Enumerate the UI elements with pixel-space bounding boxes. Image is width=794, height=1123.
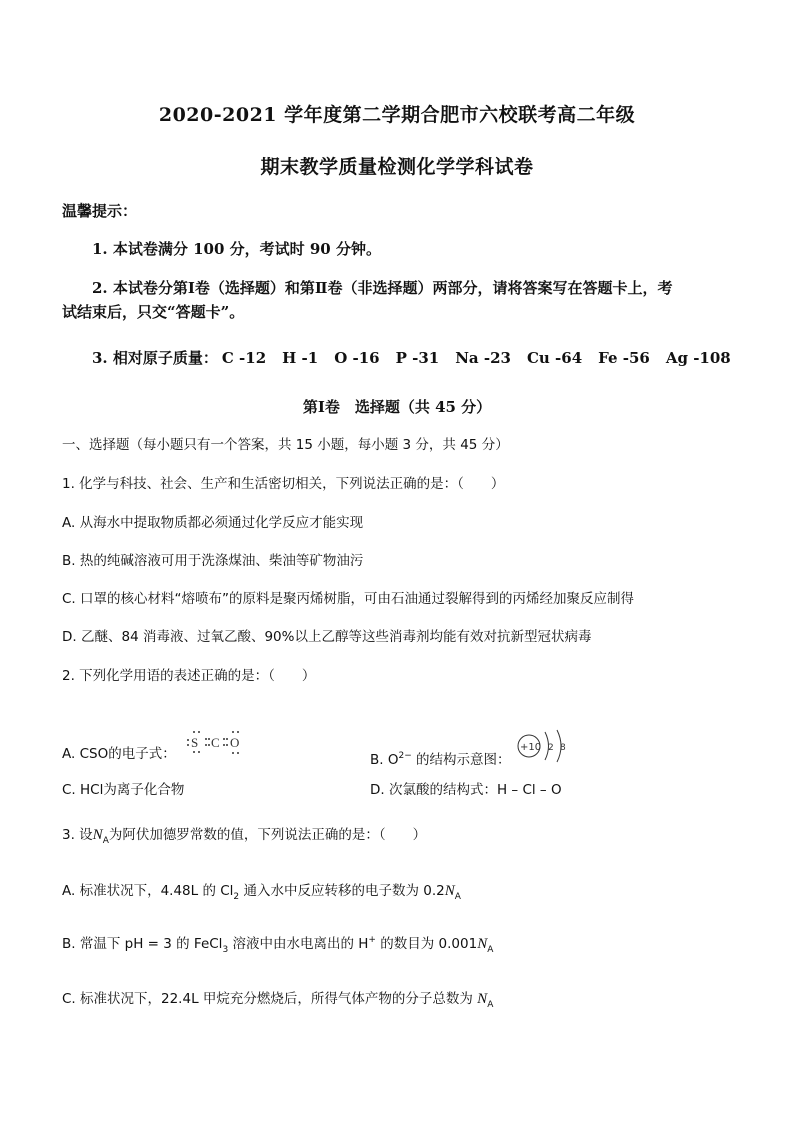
q2-option-c: C. HCl为离子化合物 [62,782,185,798]
q2-stem: 2. 下列化学用语的表述正确的是：（ ） [62,668,316,684]
q3-option-a-n-sub: A [454,892,461,902]
q3-option-c [62,987,493,1008]
mass-h: H -1 [282,349,319,367]
atom-structure-icon [515,726,573,770]
q3-option-a-mid: 通入水中反应转移的电子数为 0.2 [239,883,445,899]
q1-option-c: C. 口罩的核心材料“熔喷布”的原料是聚丙烯树脂，可由石油通过裂解得到的丙烯经加聚反应制得 [62,591,634,607]
q3-stem-pre: 3. 设 [62,827,93,843]
q3-option-b-pre: B. 常温下 pH = 3 的 FeCl [62,936,223,952]
svg-text:O: O [230,735,240,750]
q2-option-d: D. 次氯酸的结构式：H – Cl – O [370,782,562,798]
tip-3-label: 3. 相对原子质量： [92,349,218,367]
q3-stem-n: N [92,827,103,843]
q3-option-a-n: N [444,883,455,899]
svg-text:S: S [191,735,199,750]
q3-option-a-pre: A. 标准状况下，4.48L 的 Cl [62,883,234,899]
atom-shell2-label: 8 [559,743,566,753]
mass-o: O -16 [334,349,380,367]
q3-option-b-mid: 溶液中由水电离出的 H [228,936,369,952]
tip-1: 1. 本试卷满分 100 分，考试时 90 分钟。 [92,240,381,258]
atom-structure-svg [515,726,573,766]
q3-stem-a: A [102,836,109,846]
q2-option-b-suffix: 的结构示意图： [411,752,511,768]
tips-label: 温馨提示： [62,202,138,220]
electron-formula-icon [186,728,246,760]
q3-option-b [62,932,493,953]
atom-nucleus-label: +10 [519,742,541,753]
q3-option-b-n-sub: A [487,945,494,955]
tip-2-line1: 2. 本试卷分第Ⅰ卷（选择题）和第Ⅱ卷（非选择题）两部分，请将答案写在答题卡上，考 [92,279,673,297]
mass-fe: Fe -56 [598,349,650,367]
electron-formula-svg [186,728,246,756]
q2-option-b [370,738,573,782]
mass-na: Na -23 [455,349,511,367]
tip-2-line2: 试结束后，只交“答题卡”。 [62,303,245,321]
q3-option-c-n-sub: A [487,1000,494,1010]
q3-option-a-sub: 2 [233,892,240,902]
q3-option-b-sub: 3 [222,945,229,955]
q3-stem [62,823,426,844]
q1-option-b: B. 热的纯碱溶液可用于洗涤煤油、柴油等矿物油污 [62,553,364,569]
q3-option-c-n: N [477,991,488,1007]
q3-option-b-n: N [477,936,488,952]
q2-option-b-charge: 2− [398,751,412,761]
mass-c: C -12 [221,349,267,367]
section-title: 第Ⅰ卷 选择题（共 45 分） [302,398,492,416]
q2-option-a-label: A. CSO的电子式： [62,746,176,762]
q1-option-d: D. 乙醚、84 消毒液、过氧乙酸、90%以上乙醇等这些消毒剂均能有效对抗新型冠状病毒 [62,629,592,645]
exam-title-line1: 2020-2021 学年度第二学期合肥市六校联考高二年级 [158,104,636,126]
q3-option-b-sup: + [368,935,376,945]
mass-p: P -31 [395,349,440,367]
atom-shell1-label: 2 [547,743,554,753]
mass-cu: Cu -64 [526,349,583,367]
q1-stem: 1. 化学与科技、社会、生产和生活密切相关，下列说法正确的是：（ ） [62,476,505,492]
svg-text:C: C [211,735,220,750]
tip-3-atomic-masses [92,347,747,368]
part-heading: 一、选择题（每小题只有一个答案，共 15 小题，每小题 3 分，共 45 分） [62,437,509,453]
q2-option-b-prefix: B. O [370,752,399,768]
q3-option-c-pre: C. 标准状况下，22.4L 甲烷充分燃烧后，所得气体产物的分子总数为 [62,991,478,1007]
exam-title-line2: 期末教学质量检测化学学科试卷 [260,156,534,178]
q2-option-a [62,735,246,770]
q3-option-a [62,879,461,900]
mass-ag: Ag -108 [665,349,731,367]
q3-option-b-post: 的数目为 0.001 [375,936,478,952]
q3-stem-post: 为阿伏加德罗常数的值，下列说法正确的是：（ ） [108,827,427,843]
q1-option-a: A. 从海水中提取物质都必须通过化学反应才能实现 [62,515,364,531]
